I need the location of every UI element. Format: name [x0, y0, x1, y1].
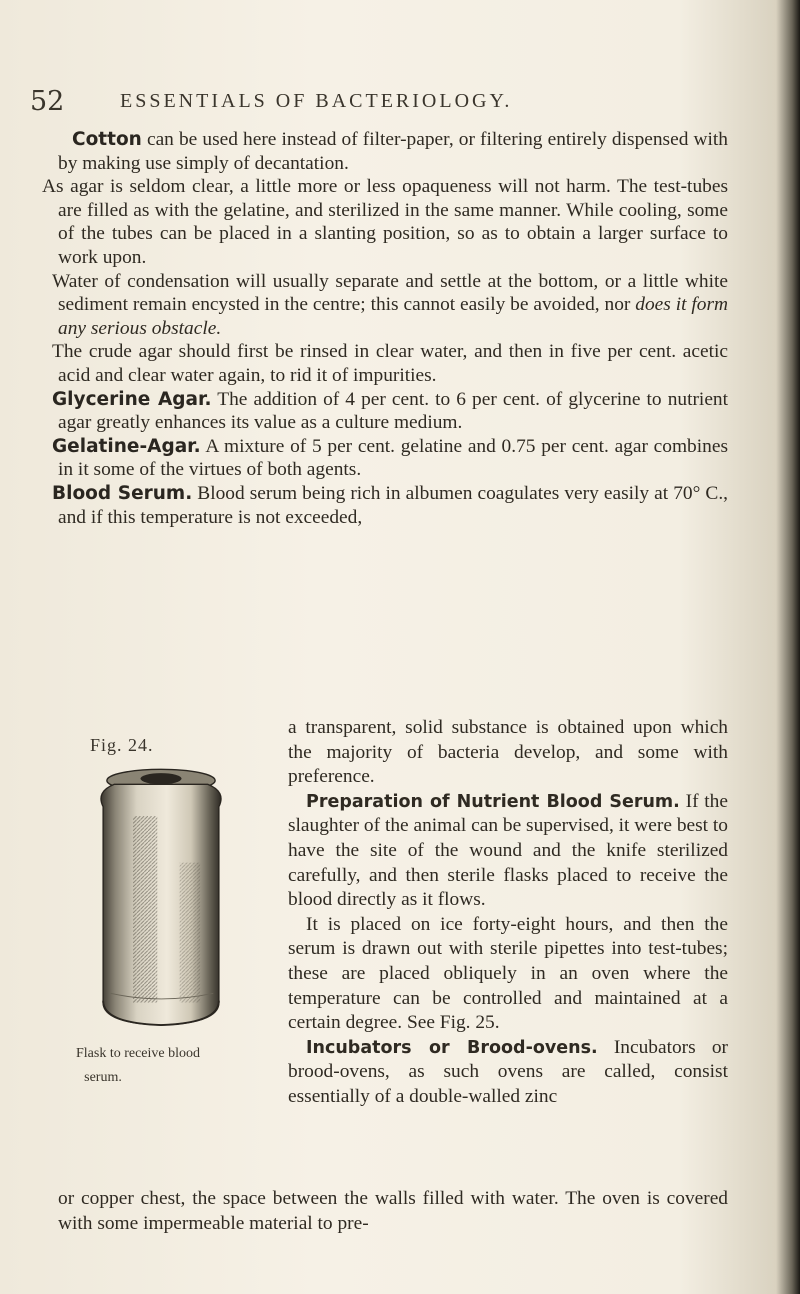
- caption-line: Flask to receive blood: [75, 1046, 201, 1061]
- paragraph-text: The addition of 4 per cent. to 6 per cent. of glycerine to nutrient agar greatly enhances its value as a culture medium.: [58, 388, 729, 434]
- sidehead: Gelatine-Agar.: [52, 435, 201, 457]
- paragraph: [52, 435, 728, 482]
- paragraph: [52, 340, 728, 387]
- paragraph-text-italic: does it form any serious obstacle.: [58, 294, 728, 339]
- bottom-text: [58, 1187, 728, 1236]
- sidehead: Glycerine Agar.: [52, 388, 212, 410]
- running-head: ESSENTIALS OF BACTERIOLOGY.: [120, 90, 513, 112]
- paragraph: [58, 128, 728, 175]
- paragraph-text: Blood serum being rich in albumen coagulates very easily at 70° C., and if this temperature is not exceeded,: [58, 482, 729, 528]
- figure-caption: [63, 1042, 213, 1090]
- paragraph: [288, 716, 728, 790]
- paragraph-text: If the slaughter of the animal can be supervised, it were best to have the site of the wound and the knife sterilized carefully, and then sterile flasks placed to receive the blood directly as it flows.: [288, 790, 728, 911]
- sidehead: Preparation of Nutrient Blood Serum.: [306, 791, 680, 812]
- paragraph-text: or copper chest, the space between the walls filled with water. The oven is covered with some impermeable material to pre-: [58, 1188, 728, 1234]
- page-header: [30, 86, 750, 120]
- wrapped-column: [288, 716, 728, 1110]
- paragraph-text: can be used here instead of filter-paper, or filtering entirely dispensed with by making use simply of decantation.: [58, 129, 728, 174]
- paragraph-text: Incubators or brood-ovens, as such ovens are called, consist essentially of a double-walled zinc: [288, 1036, 728, 1107]
- paragraph-text: A mixture of 5 per cent. gelatine and 0.75 per cent. agar combines in it some of the virtues of both agents.: [58, 435, 728, 481]
- paragraph: [52, 388, 729, 435]
- flask-icon: [66, 760, 256, 1040]
- paragraph-text: Water of condensation will usually separate and settle at the bottom, or a little white sediment remain encysted in the centre; this cannot easily be avoided, nor: [52, 270, 728, 316]
- paragraph: [52, 270, 728, 341]
- page-number: 52: [30, 86, 65, 117]
- paragraph-text: The crude agar should first be rinsed in clear water, and then in five per cent. acetic acid and clear water again, to rid it of impurities.: [52, 341, 728, 386]
- paragraph: [58, 1187, 728, 1236]
- paragraph-text: As agar is seldom clear, a little more or less opaqueness will not harm. The test-tubes are filled as with the gelatine, and sterilized in the same manner. While cooling, some of the tubes can be placed in a slanting position, so as to obtain a larger surface to work upon.: [42, 176, 728, 268]
- paragraph: [52, 482, 729, 529]
- figure-label: Fig. 24.: [90, 735, 154, 755]
- sidehead: Blood Serum.: [52, 482, 193, 504]
- caption-line: serum.: [84, 1070, 122, 1085]
- paragraph: [288, 1036, 728, 1110]
- paragraph: [288, 913, 728, 1036]
- sidehead: Cotton: [72, 129, 142, 150]
- paragraph-text: It is placed on ice forty-eight hours, and then the serum is drawn out with sterile pipettes into test-tubes; these are placed obliquely in an oven where the temperature can be controlled and maintained at a certain degree. See Fig. 25.: [288, 913, 728, 1034]
- paragraph: [288, 790, 728, 913]
- paragraph-text: a transparent, solid substance is obtained upon which the majority of bacteria develop, and some with preference.: [288, 717, 728, 788]
- paragraph: [42, 175, 728, 269]
- body-text: [42, 128, 729, 529]
- sidehead: Incubators or Brood-ovens.: [306, 1037, 598, 1058]
